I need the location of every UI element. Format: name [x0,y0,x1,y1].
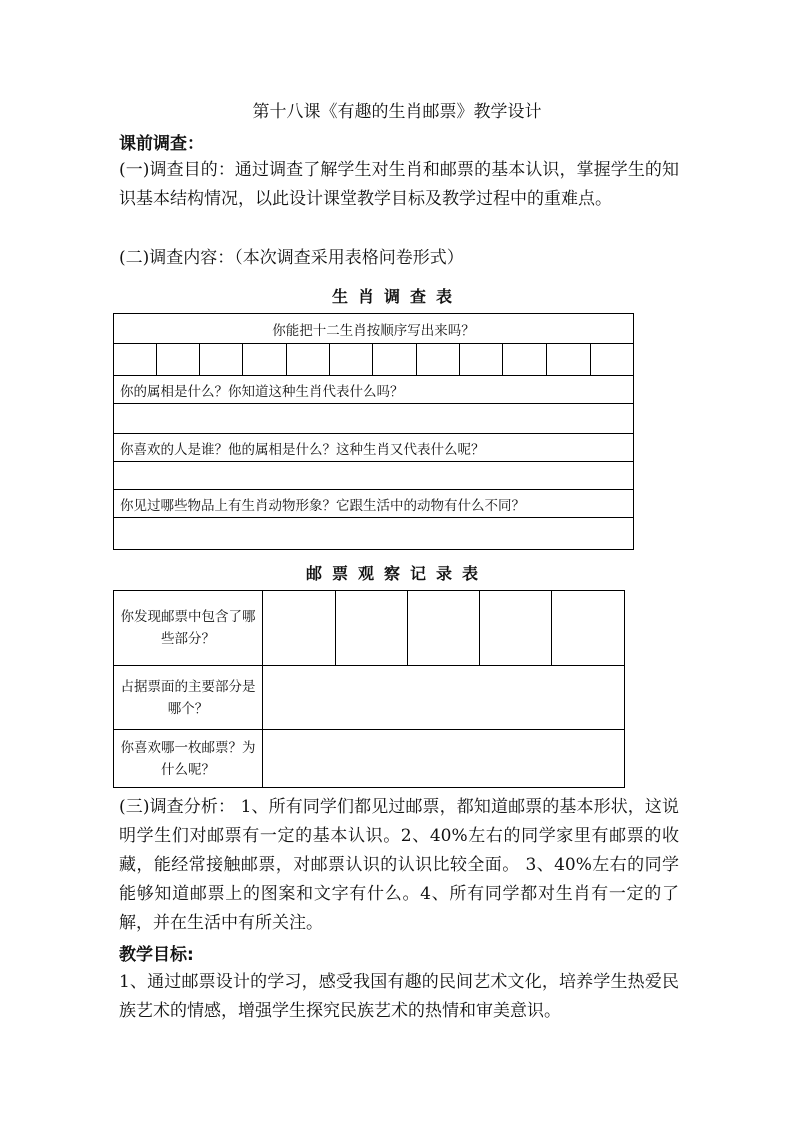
stamp-question-3: 你喜欢哪一枚邮票？为什么呢？ [114,730,263,788]
answer-cell[interactable] [114,344,157,376]
zodiac-question-1: 你能把十二生肖按顺序写出来吗？ [114,314,634,344]
zodiac-order-answer-row [114,344,634,376]
zodiac-table-title: 生肖调查表 [331,287,462,306]
survey-content-paragraph: (二)调查内容：（本次调查采用表格问卷形式） [119,248,464,268]
survey-analysis-paragraph: (三)调查分析： 1、所有同学们都见过邮票，都知道邮票的基本形状，这说明学生们对邮票有一定的基本认识。2、40%左右的同学家里有邮票的收藏，能经常接触邮票，对邮票认识的认识比较全面。 3、40%左右的同学能够知道邮票上的图案和文字有什么。4、所有同学都对生肖有一定的了解，并在生活中有所关注。 [119,797,679,933]
answer-cell[interactable] [263,666,625,730]
document-title: 第十八课《有趣的生肖邮票》教学设计 [252,102,542,122]
stamp-question-2: 占据票面的主要部分是哪个？ [114,666,263,730]
answer-cell[interactable] [372,344,416,376]
answer-cell[interactable] [329,344,372,376]
answer-cell[interactable] [408,591,480,666]
answer-cell[interactable] [286,344,329,376]
answer-cell[interactable] [243,344,286,376]
zodiac-survey-table [113,313,634,550]
answer-cell[interactable] [263,591,336,666]
answer-cell[interactable] [336,591,408,666]
answer-cell[interactable] [503,344,546,376]
answer-cell[interactable] [114,518,634,550]
answer-cell[interactable] [200,344,243,376]
stamp-observation-table [113,590,625,788]
answer-cell[interactable] [590,344,633,376]
answer-cell[interactable] [460,344,503,376]
answer-cell[interactable] [417,344,460,376]
answer-cell[interactable] [114,462,634,490]
zodiac-question-3: 你喜欢的人是谁？他的属相是什么？这种生肖又代表什么呢？ [114,434,634,462]
answer-cell[interactable] [114,404,634,434]
pre-survey-heading: 课前调查： [119,134,204,154]
zodiac-question-4: 你见过哪些物品上有生肖动物形象？它跟生活中的动物有什么不同？ [114,490,634,518]
survey-purpose-paragraph: (一)调查目的：通过调查了解学生对生肖和邮票的基本认识，掌握学生的知识基本结构情况，以此设计课堂教学目标及教学过程中的重难点。 [119,160,679,209]
teaching-goals-heading: 教学目标: [119,945,194,965]
stamp-table-title: 邮票观察记录表 [305,564,488,583]
stamp-question-1: 你发现邮票中包含了哪些部分？ [114,591,263,666]
answer-cell[interactable] [480,591,552,666]
answer-cell[interactable] [552,591,625,666]
answer-cell[interactable] [546,344,590,376]
teaching-goal-item-1: 1、通过邮票设计的学习，感受我国有趣的民间艺术文化，培养学生热爱民族艺术的情感，增强学生探究民族艺术的热情和审美意识。 [119,972,679,1021]
answer-cell[interactable] [157,344,200,376]
answer-cell[interactable] [263,730,625,788]
zodiac-question-2: 你的属相是什么？你知道这种生肖代表什么吗？ [114,376,634,404]
